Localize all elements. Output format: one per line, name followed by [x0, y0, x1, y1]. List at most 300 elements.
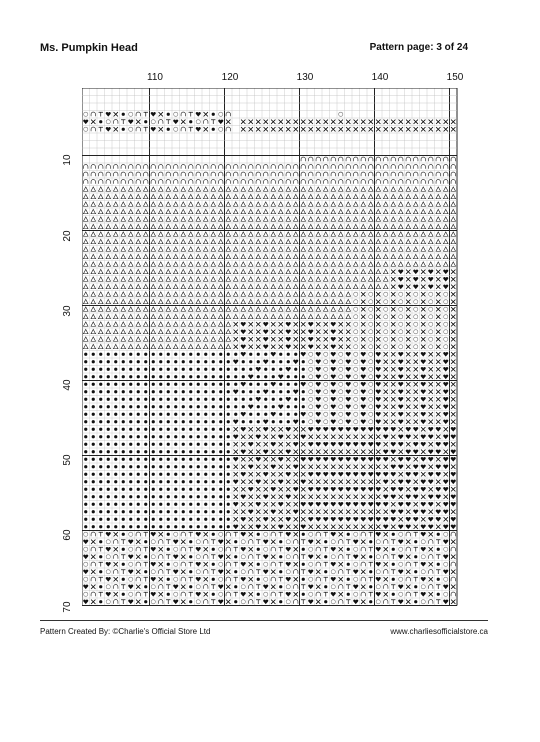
stitch-symbol	[279, 532, 283, 536]
stitch-symbol	[414, 315, 418, 319]
stitch-symbol	[91, 570, 95, 574]
stitch-symbol	[122, 383, 125, 386]
stitch-symbol	[376, 239, 381, 243]
stitch-symbol	[98, 247, 103, 251]
stitch-symbol	[249, 562, 253, 566]
stitch-symbol	[212, 488, 215, 491]
stitch-symbol	[128, 337, 133, 341]
stitch-symbol	[294, 600, 298, 604]
stitch-symbol	[129, 488, 132, 491]
stitch-symbol	[391, 465, 396, 470]
stitch-symbol	[226, 570, 230, 574]
stitch-symbol	[167, 353, 170, 356]
stitch-symbol	[173, 329, 178, 333]
stitch-symbol	[137, 473, 140, 476]
stitch-symbol	[316, 239, 321, 243]
stitch-symbol	[436, 600, 440, 604]
stitch-symbol	[429, 157, 433, 161]
stitch-symbol	[293, 239, 298, 243]
stitch-symbol	[451, 480, 456, 485]
stitch-symbol	[406, 307, 410, 311]
stitch-symbol	[212, 390, 215, 393]
stitch-symbol	[346, 157, 350, 161]
stitch-symbol	[346, 420, 351, 425]
stitch-symbol	[406, 232, 411, 236]
stitch-symbol	[451, 412, 455, 416]
stitch-symbol	[331, 390, 336, 395]
stitch-symbol	[218, 570, 223, 575]
stitch-symbol	[308, 322, 313, 327]
stitch-symbol	[309, 480, 313, 484]
stitch-symbol	[249, 555, 253, 559]
stitch-symbol	[189, 127, 193, 131]
stitch-symbol	[99, 570, 102, 573]
stitch-symbol	[106, 577, 111, 582]
stitch-symbol	[106, 284, 111, 288]
stitch-symbol	[166, 254, 171, 258]
stitch-symbol	[278, 277, 283, 281]
stitch-symbol	[278, 457, 283, 462]
stitch-symbol	[443, 194, 448, 198]
stitch-symbol	[414, 172, 418, 176]
stitch-symbol	[346, 352, 351, 357]
stitch-symbol	[263, 187, 268, 191]
stitch-symbol	[99, 120, 102, 123]
stitch-symbol	[376, 202, 381, 206]
stitch-symbol	[128, 570, 133, 575]
stitch-symbol	[182, 420, 185, 423]
stitch-symbol	[443, 570, 448, 575]
stitch-symbol	[421, 600, 425, 604]
stitch-symbol	[436, 457, 440, 461]
stitch-symbol	[197, 420, 200, 423]
stitch-symbol	[294, 577, 298, 581]
stitch-symbol	[92, 525, 95, 528]
stitch-symbol	[406, 600, 410, 604]
stitch-symbol	[353, 224, 358, 228]
stitch-symbol	[391, 405, 395, 409]
stitch-symbol	[278, 254, 283, 258]
stitch-symbol	[144, 420, 147, 423]
stitch-symbol	[114, 127, 118, 131]
stitch-symbol	[256, 127, 260, 131]
stitch-symbol	[398, 247, 403, 251]
stitch-symbol	[106, 180, 110, 184]
stitch-symbol	[301, 517, 305, 521]
stitch-symbol	[212, 578, 215, 581]
stitch-symbol	[98, 344, 103, 348]
stitch-symbol	[263, 585, 268, 590]
stitch-symbol	[361, 232, 366, 236]
stitch-symbol	[444, 120, 448, 124]
stitch-symbol	[331, 187, 336, 191]
stitch-symbol	[451, 547, 455, 551]
stitch-symbol	[369, 600, 372, 603]
stitch-symbol	[429, 532, 433, 536]
stitch-symbol	[331, 570, 335, 574]
stitch-symbol	[279, 555, 282, 558]
stitch-symbol	[301, 269, 306, 273]
stitch-symbol	[436, 495, 441, 500]
stitch-symbol	[99, 390, 102, 393]
stitch-symbol	[151, 127, 156, 132]
stitch-symbol	[256, 254, 261, 258]
stitch-symbol	[99, 592, 103, 596]
stitch-symbol	[92, 473, 95, 476]
stitch-symbol	[428, 525, 433, 530]
stitch-symbol	[113, 269, 118, 273]
stitch-symbol	[421, 495, 425, 499]
stitch-symbol	[166, 180, 170, 184]
stitch-symbol	[234, 495, 238, 499]
stitch-symbol	[346, 600, 350, 604]
stitch-symbol	[151, 112, 156, 117]
stitch-symbol	[167, 443, 170, 446]
stitch-symbol	[122, 495, 125, 498]
stitch-symbol	[354, 157, 358, 161]
stitch-symbol	[129, 375, 132, 378]
stitch-symbol	[399, 315, 403, 319]
stitch-symbol	[286, 397, 291, 402]
stitch-symbol	[339, 397, 343, 401]
stitch-symbol	[369, 420, 373, 424]
stitch-symbol	[451, 187, 456, 191]
stitch-symbol	[286, 209, 291, 213]
stitch-symbol	[121, 307, 126, 311]
stitch-symbol	[354, 127, 358, 131]
stitch-symbol	[234, 172, 238, 176]
stitch-symbol	[137, 495, 140, 498]
stitch-symbol	[92, 398, 95, 401]
stitch-symbol	[263, 570, 268, 575]
stitch-symbol	[286, 172, 290, 176]
stitch-symbol	[197, 353, 200, 356]
stitch-symbol	[451, 517, 456, 522]
stitch-symbol	[122, 113, 125, 116]
stitch-symbol	[451, 585, 455, 589]
stitch-symbol	[308, 585, 313, 590]
stitch-symbol	[451, 420, 455, 424]
stitch-symbol	[174, 443, 177, 446]
stitch-symbol	[98, 299, 103, 303]
stitch-symbol	[234, 398, 237, 401]
stitch-symbol	[406, 390, 410, 394]
stitch-symbol	[316, 120, 320, 124]
stitch-symbol	[151, 555, 155, 559]
stitch-symbol	[144, 532, 148, 536]
stitch-symbol	[158, 232, 163, 236]
stitch-symbol	[264, 592, 268, 596]
stitch-symbol	[203, 329, 208, 333]
stitch-symbol	[293, 314, 298, 318]
stitch-symbol	[106, 172, 110, 176]
stitch-symbol	[451, 127, 455, 131]
stitch-symbol	[369, 382, 373, 386]
stitch-symbol	[338, 247, 343, 251]
stitch-symbol	[204, 510, 207, 513]
stitch-symbol	[211, 254, 216, 258]
stitch-symbol	[189, 555, 192, 558]
stitch-symbol	[398, 555, 403, 560]
stitch-symbol	[212, 435, 215, 438]
stitch-symbol	[234, 165, 238, 169]
stitch-symbol	[218, 555, 223, 560]
stitch-symbol	[286, 194, 291, 198]
stitch-symbol	[144, 435, 147, 438]
stitch-symbol	[346, 217, 351, 221]
stitch-symbol	[414, 382, 418, 386]
stitch-symbol	[227, 375, 230, 378]
stitch-symbol	[383, 194, 388, 198]
stitch-symbol	[212, 368, 215, 371]
stitch-symbol	[436, 412, 440, 416]
stitch-symbol	[92, 405, 95, 408]
stitch-symbol	[256, 435, 261, 440]
stitch-symbol	[128, 269, 133, 273]
stitch-symbol	[212, 398, 215, 401]
stitch-symbol	[143, 202, 148, 206]
stitch-symbol	[271, 510, 276, 515]
stitch-symbol	[361, 165, 365, 169]
stitch-symbol	[181, 180, 185, 184]
stitch-symbol	[294, 322, 298, 326]
stitch-symbol	[166, 277, 171, 281]
stitch-symbol	[444, 330, 448, 334]
stitch-symbol	[324, 352, 328, 356]
stitch-symbol	[219, 510, 222, 513]
stitch-symbol	[339, 352, 343, 356]
stitch-symbol	[241, 224, 246, 228]
stitch-symbol	[189, 562, 193, 566]
stitch-symbol	[399, 157, 403, 161]
stitch-symbol	[92, 428, 95, 431]
stitch-symbol	[212, 420, 215, 423]
stitch-symbol	[406, 127, 410, 131]
stitch-symbol	[188, 217, 193, 221]
stitch-symbol	[271, 532, 275, 536]
stitch-symbol	[421, 285, 425, 289]
stitch-symbol	[152, 488, 155, 491]
stitch-symbol	[294, 345, 298, 349]
stitch-symbol	[286, 600, 290, 604]
stitch-symbol	[339, 450, 343, 454]
stitch-symbol	[256, 224, 261, 228]
stitch-symbol	[144, 443, 147, 446]
stitch-symbol	[286, 510, 290, 514]
stitch-symbol	[144, 503, 147, 506]
stitch-symbol	[361, 487, 366, 492]
stitch-symbol	[227, 510, 230, 513]
stitch-symbol	[121, 585, 125, 589]
stitch-symbol	[353, 239, 358, 243]
stitch-symbol	[84, 577, 88, 581]
stitch-symbol	[83, 269, 88, 273]
stitch-symbol	[264, 457, 268, 461]
stitch-symbol	[346, 247, 351, 251]
stitch-symbol	[287, 353, 290, 356]
stitch-symbol	[241, 262, 246, 266]
stitch-symbol	[248, 269, 253, 273]
stitch-symbol	[114, 458, 117, 461]
stitch-symbol	[323, 187, 328, 191]
stitch-symbol	[451, 247, 456, 251]
stitch-symbol	[241, 239, 246, 243]
stitch-symbol	[406, 315, 410, 319]
stitch-symbol	[414, 570, 417, 573]
stitch-symbol	[129, 383, 132, 386]
stitch-symbol	[369, 585, 372, 588]
stitch-symbol	[271, 269, 276, 273]
stitch-symbol	[158, 277, 163, 281]
stitch-symbol	[218, 224, 223, 228]
stitch-symbol	[278, 232, 283, 236]
stitch-symbol	[218, 239, 223, 243]
stitch-symbol	[272, 368, 275, 371]
stitch-symbol	[107, 405, 110, 408]
stitch-symbol	[421, 562, 426, 567]
stitch-symbol	[421, 270, 425, 274]
stitch-symbol	[316, 442, 321, 447]
stitch-symbol	[197, 510, 200, 513]
stitch-symbol	[271, 472, 275, 476]
stitch-symbol	[234, 532, 238, 536]
stitch-symbol	[263, 277, 268, 281]
stitch-symbol	[428, 209, 433, 213]
stitch-symbol	[302, 420, 305, 423]
stitch-symbol	[99, 360, 102, 363]
stitch-symbol	[384, 555, 388, 559]
stitch-symbol	[271, 577, 275, 581]
stitch-symbol	[249, 383, 252, 386]
stitch-symbol	[406, 165, 410, 169]
stitch-symbol	[323, 262, 328, 266]
stitch-symbol	[203, 344, 208, 348]
stitch-symbol	[376, 360, 381, 365]
stitch-symbol	[324, 577, 328, 581]
stitch-symbol	[128, 224, 133, 228]
stitch-symbol	[128, 247, 133, 251]
stitch-symbol	[286, 457, 290, 461]
stitch-symbol	[151, 540, 155, 544]
stitch-symbol	[226, 585, 230, 589]
stitch-symbol	[136, 224, 141, 228]
stitch-symbol	[428, 262, 433, 266]
stitch-symbol	[114, 518, 117, 521]
stitch-symbol	[406, 592, 410, 596]
stitch-symbol	[196, 329, 201, 333]
stitch-symbol	[406, 382, 410, 386]
stitch-symbol	[107, 495, 110, 498]
stitch-symbol	[279, 165, 283, 169]
stitch-symbol	[271, 442, 276, 447]
stitch-symbol	[219, 383, 222, 386]
stitch-symbol	[226, 120, 230, 124]
stitch-symbol	[233, 480, 238, 485]
stitch-symbol	[286, 480, 290, 484]
stitch-symbol	[256, 307, 261, 311]
stitch-symbol	[91, 202, 96, 206]
stitch-symbol	[128, 209, 133, 213]
stitch-symbol	[429, 352, 433, 356]
stitch-symbol	[399, 120, 403, 124]
stitch-symbol	[159, 518, 162, 521]
stitch-symbol	[263, 269, 268, 273]
stitch-symbol	[361, 277, 366, 281]
stitch-symbol	[256, 555, 260, 559]
stitch-symbol	[99, 405, 102, 408]
stitch-symbol	[158, 307, 163, 311]
stitch-symbol	[249, 180, 253, 184]
stitch-symbol	[264, 547, 268, 551]
stitch-symbol	[241, 165, 245, 169]
stitch-symbol	[354, 420, 358, 424]
stitch-symbol	[203, 224, 208, 228]
stitch-symbol	[189, 390, 192, 393]
stitch-symbol	[279, 562, 283, 566]
stitch-symbol	[353, 194, 358, 198]
stitch-symbol	[197, 458, 200, 461]
stitch-symbol	[346, 487, 351, 492]
stitch-symbol	[99, 577, 103, 581]
stitch-symbol	[233, 360, 238, 365]
stitch-symbol	[264, 172, 268, 176]
stitch-symbol	[316, 517, 321, 522]
stitch-symbol	[323, 292, 328, 296]
stitch-symbol	[92, 368, 95, 371]
stitch-symbol	[271, 382, 276, 387]
stitch-symbol	[316, 254, 321, 258]
stitch-symbol	[249, 472, 253, 476]
stitch-symbol	[99, 503, 102, 506]
stitch-symbol	[271, 165, 275, 169]
stitch-symbol	[429, 292, 433, 296]
stitch-symbol	[346, 570, 350, 574]
stitch-symbol	[234, 180, 238, 184]
stitch-symbol	[421, 360, 426, 365]
stitch-symbol	[92, 480, 95, 483]
stitch-symbol	[302, 360, 305, 363]
stitch-symbol	[271, 562, 275, 566]
stitch-symbol	[211, 187, 216, 191]
stitch-symbol	[376, 300, 380, 304]
stitch-symbol	[331, 307, 336, 311]
stitch-symbol	[159, 570, 163, 574]
stitch-symbol	[271, 217, 276, 221]
stitch-symbol	[443, 352, 448, 357]
stitch-symbol	[204, 383, 207, 386]
stitch-symbol	[368, 284, 373, 288]
stitch-symbol	[316, 330, 320, 334]
stitch-symbol	[129, 443, 132, 446]
stitch-symbol	[234, 465, 238, 469]
stitch-symbol	[338, 487, 343, 492]
stitch-symbol	[406, 487, 410, 491]
stitch-symbol	[316, 209, 321, 213]
stitch-symbol	[241, 330, 246, 335]
stitch-symbol	[256, 367, 261, 372]
stitch-symbol	[353, 202, 358, 206]
stitch-symbol	[376, 247, 381, 251]
stitch-symbol	[234, 353, 237, 356]
stitch-symbol	[151, 172, 155, 176]
stitch-symbol	[339, 180, 343, 184]
stitch-symbol	[383, 472, 388, 477]
stitch-symbol	[339, 510, 343, 514]
stitch-symbol	[324, 412, 328, 416]
stitch-symbol	[241, 247, 246, 251]
stitch-symbol	[129, 413, 132, 416]
stitch-symbol	[114, 510, 117, 513]
